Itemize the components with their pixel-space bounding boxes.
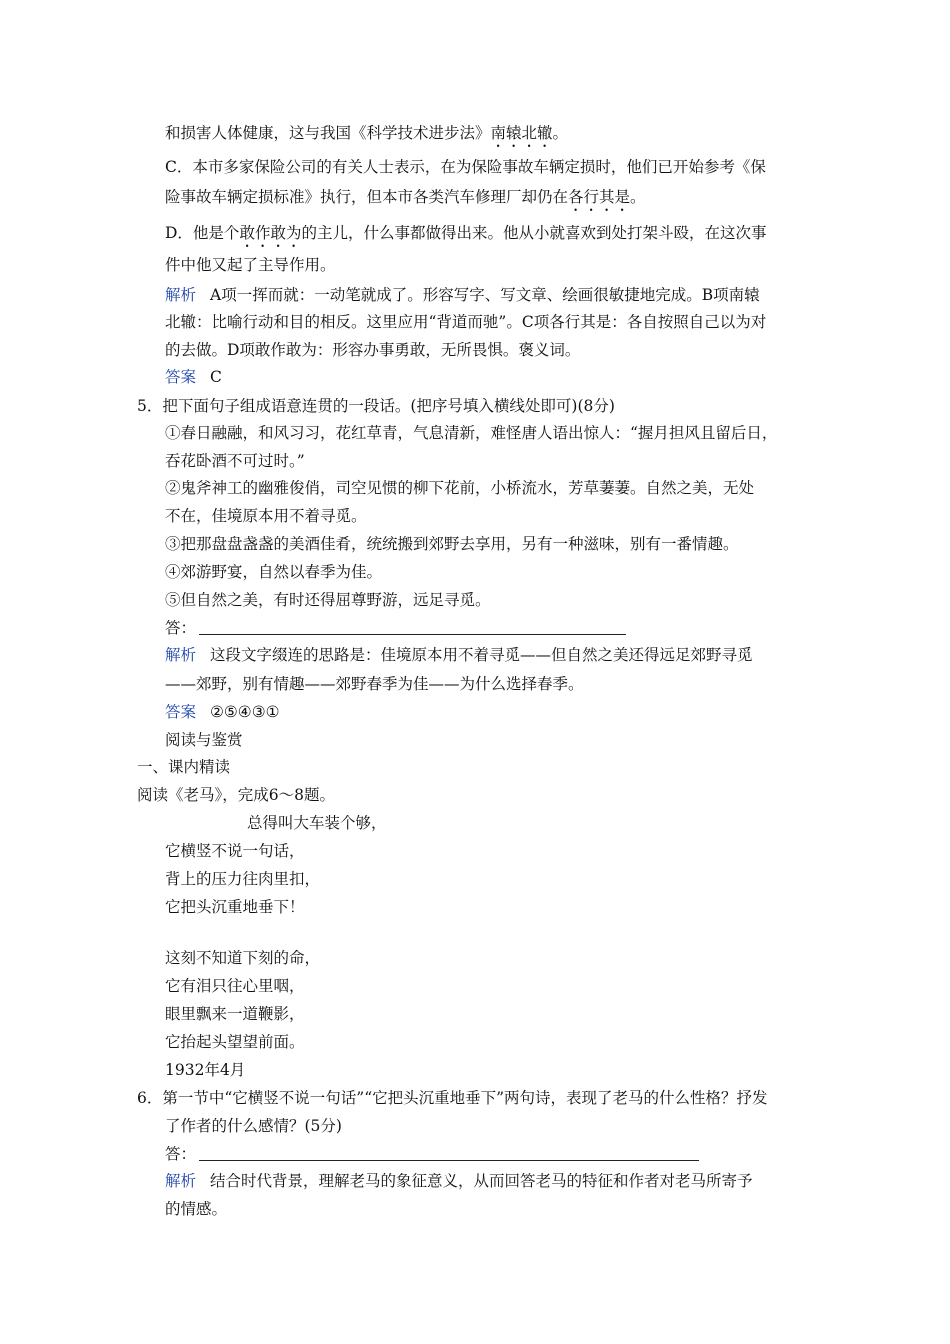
q4-analysis-line2: 北辙：比喻行动和目的相反。这里应用“背道而驰”。C项各行其是：各自按照自己以为对 (165, 313, 767, 331)
q5-sentence-1b: 吞花卧酒不可过时。” (165, 452, 305, 470)
q5-analysis-label: 解析 (165, 646, 197, 664)
q4-d-prefix: D．他是个 (165, 224, 240, 242)
poem-line: 它有泪只往心里咽， (165, 977, 305, 995)
q6-answer-blank[interactable] (199, 1160, 699, 1161)
section-title: 阅读与鉴赏 (165, 731, 243, 749)
q4-b-end: 。 (552, 124, 569, 142)
q4-option-c-line2 (165, 187, 646, 215)
q5-answer-prompt: 答： (165, 619, 197, 637)
q6-analysis-label: 解析 (165, 1172, 197, 1190)
q4-answer-value: C (210, 368, 222, 386)
q5-sentence-2a: ②鬼斧神工的幽雅俊俏，司空见惯的柳下花前，小桥流水，芳草萋萋。自然之美，无处 (165, 479, 755, 497)
poem-date: 1932年4月 (165, 1061, 246, 1079)
poem-line: 眼里飘来一道鞭影， (165, 1005, 305, 1023)
q4-option-d-line2: 件中他又起了主导作用。 (165, 256, 336, 274)
q4-option-b-tail (165, 123, 568, 151)
q5-sentence-3: ③把那盘盘盏盏的美酒佳肴，统统搬到郊野去享用，另有一种滋味，别有一番情趣。 (165, 535, 739, 553)
q5-analysis-text: 这段文字缀连的思路是：佳境原本用不着寻觅——但自然之美还得远足郊野寻觅 (210, 646, 753, 664)
q6-analysis-line2: 的情感。 (165, 1200, 228, 1218)
q4-analysis-line3: 的去做。D项敢作敢为：形容办事勇敢，无所畏惧。褒义词。 (165, 341, 581, 359)
q4-c-end: 。 (630, 188, 646, 206)
q6-analysis-text: 结合时代背景，理解老马的象征意义，从而回答老马的特征和作者对老马所寄予 (210, 1172, 753, 1190)
q6-analysis-line1 (165, 1171, 753, 1191)
q4-option-d-line1 (165, 223, 766, 251)
poem-line: 它抬起头望望前面。 (165, 1033, 305, 1051)
q5-sentence-4: ④郊游野宴，自然以春季为佳。 (165, 563, 383, 581)
q4-answer-label: 答案 (165, 368, 197, 386)
q5-sentence-5: ⑤但自然之美，有时还得屈尊野游，远足寻觅。 (165, 591, 491, 609)
poem-line: 总得叫大车装个够， (247, 814, 387, 832)
q4-b-emphasis: 南辕北辙 (490, 124, 553, 142)
poem-line: 它横竖不说一句话， (165, 842, 305, 860)
q4-analysis-text: A项一挥而就：一动笔就成了。形容写字、写文章、绘画很敏捷地完成。B项南辕 (210, 286, 760, 304)
q5-analysis-line1 (165, 645, 753, 665)
q6-stem-line2: 了作者的什么感情？(5分) (165, 1117, 342, 1135)
q4-option-c-line1: C．本市多家保险公司的有关人士表示，在为保险事故车辆定损时，他们已开始参考《保 (165, 158, 766, 176)
q5-sentence-2b: 不在，佳境原本用不着寻觅。 (165, 507, 367, 525)
q5-answer-value: ②⑤④③① (210, 703, 280, 721)
q4-d-emphasis: 敢作敢为 (239, 224, 302, 242)
q4-answer (165, 367, 222, 387)
q6-stem-line1: 6．第一节中“它横竖不说一句话”“它把头沉重地垂下”两句诗，表现了老马的什么性格？抒发 (137, 1089, 768, 1107)
q5-analysis-line2: ——郊野，别有情趣——郊野春季为佳——为什么选择春季。 (165, 675, 584, 693)
q5-answer-label: 答案 (165, 703, 197, 721)
q4-d-text: 的主儿，什么事都做得出来。他从小就喜欢到处打架斗殴，在这次事 (301, 224, 767, 242)
q5-answer-blank[interactable] (199, 634, 626, 635)
poem-line: 背上的压力往肉里扣， (165, 870, 321, 888)
section-intro: 阅读《老马》，完成6～8题。 (137, 786, 335, 804)
q5-sentence-1a: ①春日融融，和风习习，花红草青，气息清新，难怪唐人语出惊人：“握月担风且留后日， (165, 424, 778, 442)
poem-line: 这刻不知道下刻的命， (165, 949, 321, 967)
q4-c-text: 险事故车辆定损标准》执行，但本市各类汽车修理厂却仍在 (165, 188, 569, 206)
section-part: 一、课内精读 (137, 758, 231, 776)
q4-analysis-line1 (165, 285, 760, 305)
q5-stem: 5．把下面句子组成语意连贯的一段话。(把序号填入横线处即可)(8分) (137, 397, 615, 415)
q6-answer-prompt: 答： (165, 1145, 197, 1163)
q4-analysis-label: 解析 (165, 286, 197, 304)
q4-c-emphasis: 各行其是 (568, 188, 631, 206)
q5-answer (165, 702, 280, 722)
poem-line: 它把头沉重地垂下！ (165, 898, 305, 916)
q4-b-text: 和损害人体健康，这与我国《科学技术进步法》 (165, 124, 491, 142)
